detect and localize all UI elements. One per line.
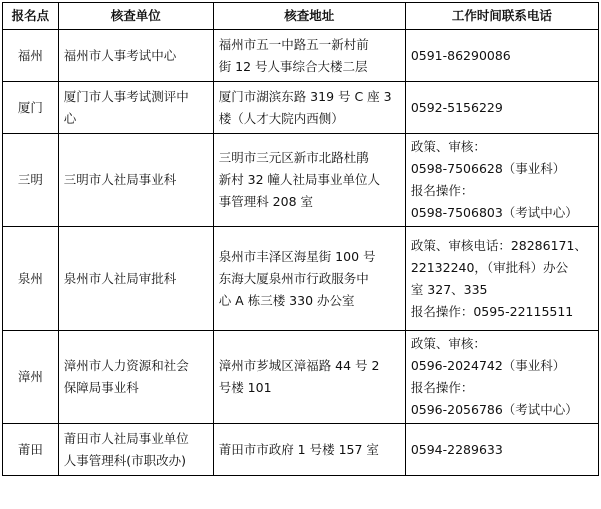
site-name-cell: 泉州 <box>3 227 59 331</box>
unit-cell <box>58 82 213 134</box>
phone-cell-line: 0594-2289633 <box>410 441 503 457</box>
address-cell <box>213 331 405 424</box>
address-cell-line: 福州市五一中路五一新村前 <box>218 36 369 52</box>
address-cell <box>213 82 405 134</box>
table-row <box>3 227 599 331</box>
address-cell <box>213 30 405 82</box>
header-address: 核查地址 <box>213 3 405 30</box>
unit-cell <box>58 331 213 424</box>
address-cell-line: 三明市三元区新市北路杜鹃 <box>218 150 369 165</box>
table-row <box>3 30 599 82</box>
phone-cell-line: 0598-7506803（考试中心） <box>410 205 578 220</box>
unit-cell-line: 漳州市人力资源和社会 <box>63 358 189 373</box>
unit-cell-line: 泉州市人社局审批科 <box>63 270 177 286</box>
verification-sites-table <box>2 2 599 476</box>
address-cell-line: 漳州市芗城区漳福路 44 号 2 <box>218 358 380 373</box>
header-phone: 工作时间联系电话 <box>405 3 598 30</box>
phone-cell <box>405 134 598 227</box>
address-cell-line: 泉州市丰泽区海星街 100 号 <box>218 248 376 264</box>
phone-cell-line: 政策、审核电话：28286171、 <box>410 237 587 253</box>
address-cell-line: 厦门市湖滨东路 319 号 C 座 3 <box>218 88 392 104</box>
unit-cell <box>58 424 213 476</box>
unit-cell <box>58 30 213 82</box>
address-cell-line: 新村 32 幢人社局事业单位人 <box>218 172 381 187</box>
phone-cell-line: 政策、审核： <box>410 139 486 154</box>
address-cell-line: 楼（人才大院内西侧） <box>218 110 344 126</box>
phone-cell-line: 22132240，（审批科）办公 <box>410 259 569 275</box>
address-cell <box>213 134 405 227</box>
address-cell-line: 东海大厦泉州市行政服务中 <box>218 270 369 286</box>
site-name-cell: 漳州 <box>3 331 59 424</box>
unit-cell <box>58 134 213 227</box>
header-site: 报名点 <box>3 3 59 30</box>
address-cell-line: 事管理科 208 室 <box>218 194 314 209</box>
phone-cell-line: 0596-2056786（考试中心） <box>410 402 578 417</box>
unit-cell-line: 三明市人社局事业科 <box>63 172 177 187</box>
site-name-cell: 福州 <box>3 30 59 82</box>
unit-cell <box>58 227 213 331</box>
phone-cell <box>405 331 598 424</box>
address-cell <box>213 424 405 476</box>
phone-cell-line: 报名操作： <box>410 183 474 198</box>
address-cell-line: 心 A 栋三楼 330 办公室 <box>218 292 355 308</box>
unit-cell-line: 保障局事业科 <box>63 380 139 395</box>
unit-cell-line: 莆田市人社局事业单位 <box>63 430 189 446</box>
table-row <box>3 424 599 476</box>
unit-cell-line: 厦门市人事考试测评中 <box>63 88 189 104</box>
phone-cell-line: 0592-5156229 <box>410 99 503 115</box>
phone-cell <box>405 82 598 134</box>
address-cell-line: 莆田市市政府 1 号楼 157 室 <box>218 441 379 457</box>
site-name-cell: 厦门 <box>3 82 59 134</box>
site-name-cell: 莆田 <box>3 424 59 476</box>
address-cell-line: 号楼 101 <box>218 380 272 395</box>
address-cell-line: 街 12 号人事综合大楼二层 <box>218 58 368 74</box>
unit-cell-line: 福州市人事考试中心 <box>63 47 177 63</box>
phone-cell-line: 0596-2024742（事业科） <box>410 358 566 373</box>
table-row <box>3 331 599 424</box>
phone-cell <box>405 424 598 476</box>
header-unit: 核查单位 <box>58 3 213 30</box>
site-name-cell: 三明 <box>3 134 59 227</box>
phone-cell-line: 报名操作： <box>410 380 474 395</box>
phone-cell-line: 0598-7506628（事业科） <box>410 161 566 176</box>
unit-cell-line: 人事管理科(市职改办) <box>63 452 187 468</box>
phone-cell-line: 政策、审核： <box>410 336 486 351</box>
unit-cell-line: 心 <box>63 110 77 126</box>
phone-cell <box>405 30 598 82</box>
table-row <box>3 82 599 134</box>
phone-cell-line: 报名操作：0595-22115511 <box>410 303 574 319</box>
address-cell <box>213 227 405 331</box>
phone-cell-line: 0591-86290086 <box>410 47 511 63</box>
header-row <box>3 3 599 30</box>
table-row <box>3 134 599 227</box>
phone-cell-line: 室 327、335 <box>410 281 488 297</box>
phone-cell <box>405 227 598 331</box>
